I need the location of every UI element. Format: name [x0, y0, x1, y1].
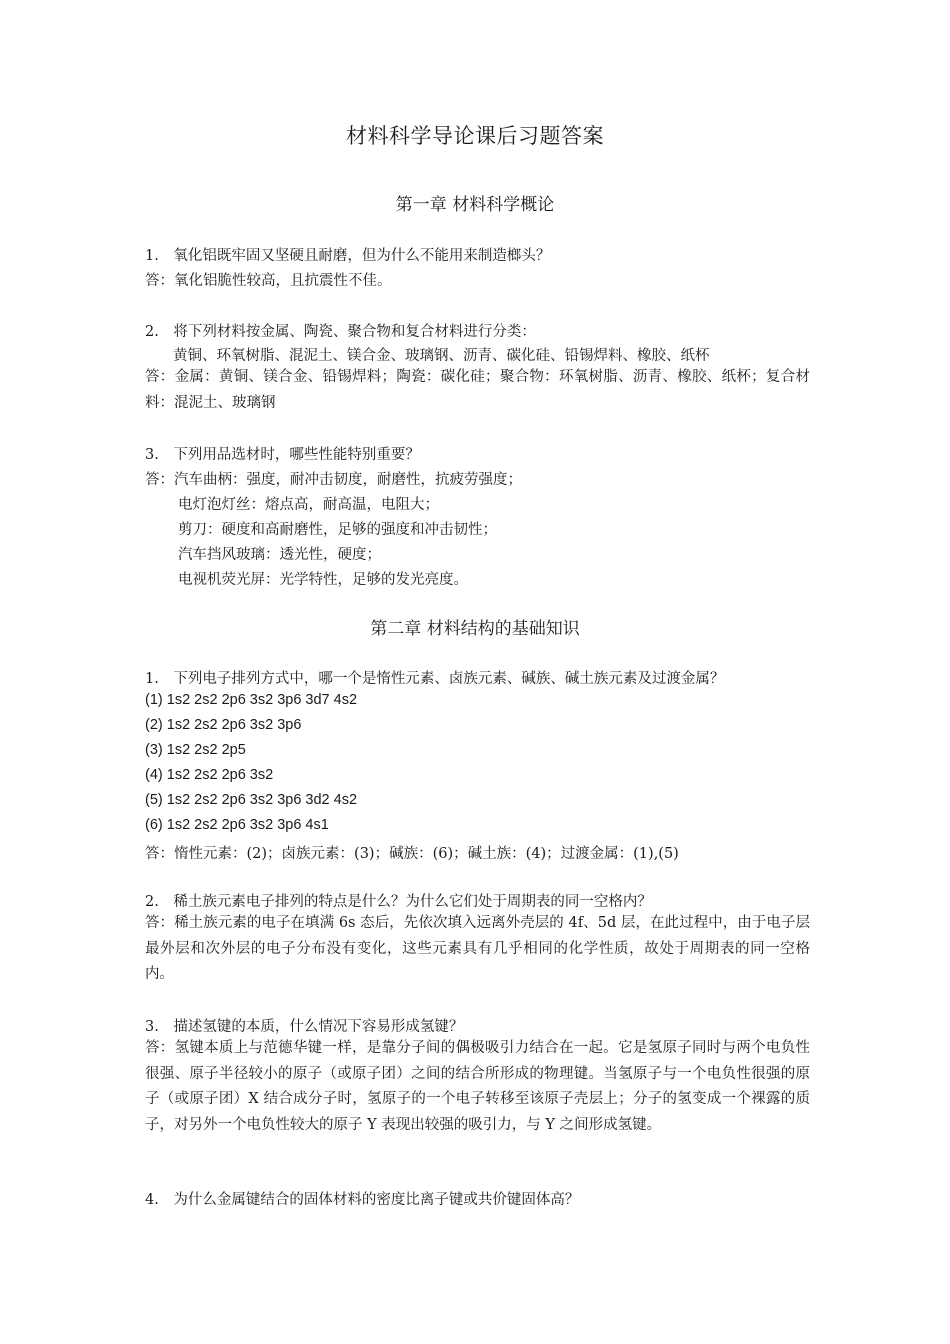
ch1-q3-answer-line: 电灯泡灯丝：熔点高，耐高温，电阻大； [178, 497, 439, 513]
ch1-q3-question: 3. 下列用品选材时，哪些性能特别重要？ [145, 447, 420, 463]
ch1-q1-answer: 答：氧化铝脆性较高，且抗震性不佳。 [145, 273, 392, 289]
electron-config-line [145, 767, 810, 783]
ch1-q2-question: 2. 将下列材料按金属、陶瓷、聚合物和复合材料进行分类： [145, 324, 536, 340]
electron-config-line [145, 742, 810, 758]
ch1-q2-answer: 答：金属：黄铜、镁合金、铅锡焊料；陶瓷：碳化硅；聚合物：环氧树脂、沥青、橡胶、纸杯；复合材料：混泥土、玻璃钢 [145, 369, 810, 411]
electron-config-line [145, 717, 810, 733]
electron-config-text: (4) 1s2 2s2 2p6 3s2 [145, 767, 274, 783]
ch1-q3-answer-line: 剪刀：硬度和高耐磨性，足够的强度和冲击韧性； [178, 522, 497, 538]
electron-config-text: (3) 1s2 2s2 2p5 [145, 742, 246, 758]
electron-config-text: (2) 1s2 2s2 2p6 3s2 3p6 [145, 717, 302, 733]
electron-config-line [145, 817, 810, 833]
chapter2-heading: 第二章 材料结构的基础知识 [370, 619, 580, 639]
electron-config-text: (1) 1s2 2s2 2p6 3s2 3p6 3d7 4s2 [145, 692, 358, 708]
ch2-q1-question: 1. 下列电子排列方式中，哪一个是惰性元素、卤族元素、碱族、碱土族元素及过渡金属？ [145, 671, 725, 687]
chapter1-heading: 第一章 材料科学概论 [395, 195, 555, 215]
document-title: 材料科学导论课后习题答案 [346, 124, 604, 148]
ch1-q3-answer-line: 电视机荧光屏：光学特性，足够的发光亮度。 [178, 572, 468, 588]
ch2-q4-question: 4. 为什么金属键结合的固体材料的密度比离子键或共价键固体高？ [145, 1192, 580, 1208]
electron-config-text: (5) 1s2 2s2 2p6 3s2 3p6 3d2 4s2 [145, 792, 358, 808]
ch2-q2-answer: 答：稀土族元素的电子在填满 6s 态后，先依次填入远离外壳层的 4f、5d 层，在此过程中，由于电子层最外层和次外层的电子分布没有变化，这些元素具有几乎相同的化学性质，故处于周期表的同一空格内。 [145, 915, 810, 982]
electron-config-line [145, 692, 810, 708]
ch1-q1-question: 1. 氧化铝既牢固又坚硬且耐磨，但为什么不能用来制造榔头？ [145, 248, 551, 264]
ch1-q2-list: 黄铜、环氧树脂、混泥土、镁合金、玻璃钢、沥青、碳化硅、铅锡焊料、橡胶、纸杯 [173, 348, 710, 364]
ch1-q3-answer-line: 汽车挡风玻璃：透光性，硬度； [178, 547, 381, 563]
ch2-q3-answer: 答：氢键本质上与范德华键一样，是靠分子间的偶极吸引力结合在一起。它是氢原子同时与两个电负性很强、原子半径较小的原子（或原子团）之间的结合所形成的物理键。当氢原子与一个电负性很强的原子（或原子团）X 结合成分子时，氢原子的一个电子转移至该原子壳层上；分子的氢变成一个裸露的质子，对另外一个电负性较大的原子 Y 表现出较强的吸引力，与 Y 之间形成氢键。 [145, 1040, 810, 1133]
ch2-q1-answer: 答：惰性元素：(2)；卤族元素：(3)；碱族：(6)；碱土族：(4)；过渡金属：(1),(5) [145, 846, 679, 862]
ch2-q3-question: 3. 描述氢键的本质，什么情况下容易形成氢键？ [145, 1019, 464, 1035]
ch2-q2-question: 2. 稀土族元素电子排列的特点是什么？为什么它们处于周期表的同一空格内？ [145, 894, 652, 910]
ch1-q3-answer-first: 答：汽车曲柄：强度，耐冲击韧度，耐磨性，抗疲劳强度； [145, 472, 522, 488]
electron-config-text: (6) 1s2 2s2 2p6 3s2 3p6 4s1 [145, 817, 329, 833]
electron-config-line [145, 792, 810, 808]
